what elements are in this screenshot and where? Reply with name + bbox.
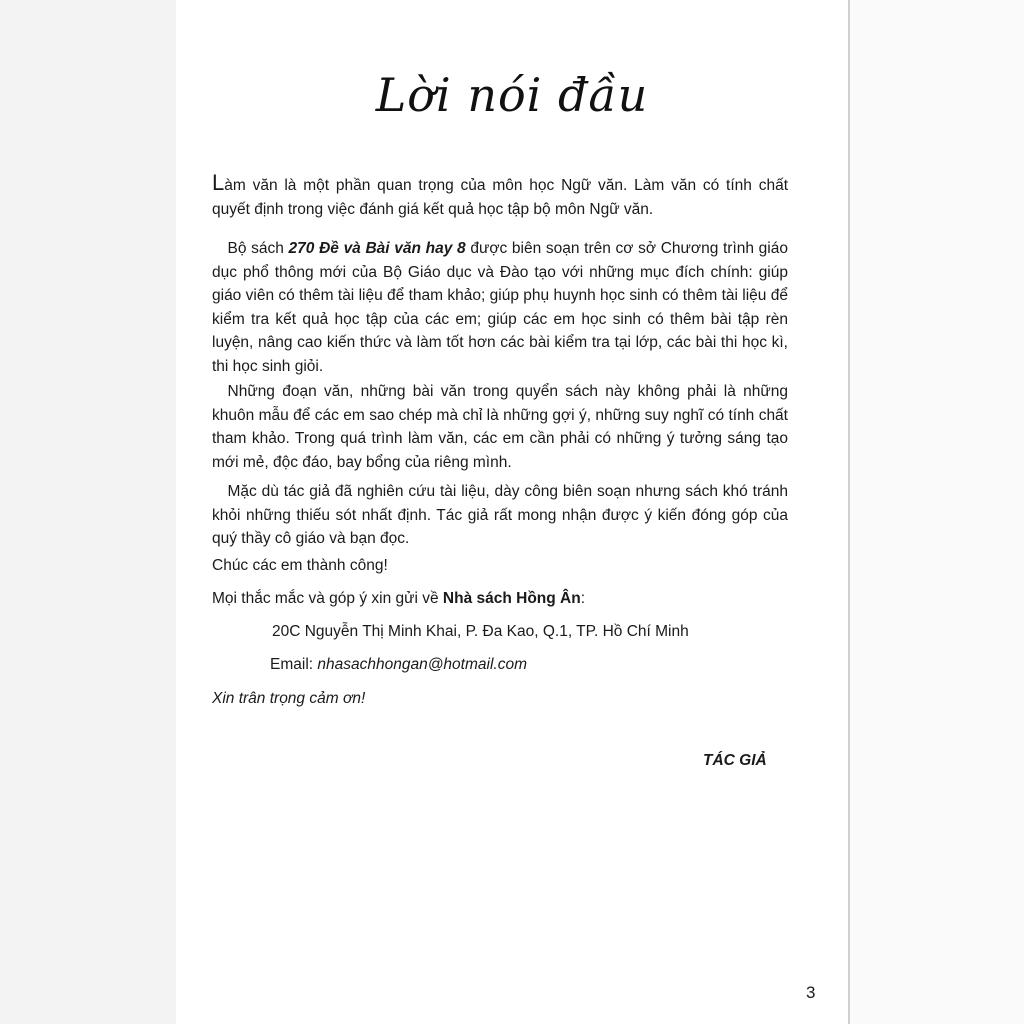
wish-line: Chúc các em thành công! [212,557,388,574]
paragraph-4 [212,480,788,551]
paragraph-2-text: được biên soạn trên cơ sở Chương trình giáo dục phổ thông mới của Bộ Giáo dục và Đào tạo với những mục đích chính: giúp giáo viên có thêm tài liệu để tham khảo; giúp phụ huynh học sinh có thêm tài liệu để kiểm tra kết quả học tập của các em; giúp các em học sinh có thêm bài tập rèn luyện, nâng cao kiến thức và làm tốt hơn các bài kiểm tra tại lớp, các bài thi học kì, thi học sinh giỏi. [212,240,788,375]
scan-left-margin [0,0,176,1024]
publisher-name: Nhà sách Hồng Ân [442,590,581,607]
page-title: Lời nói đầu [375,68,649,122]
page-edge [848,0,850,1024]
paragraph-1-text: àm văn là một phần quan trọng của môn học Ngữ văn. Làm văn có tính chất quyết định trong việc đánh giá kết quả học tập bộ môn Ngữ văn. [212,177,788,218]
page-number: 3 [806,983,816,1002]
email-line [270,656,527,674]
contact-line [212,590,585,608]
paragraph-3 [212,380,788,474]
contact-colon: : [580,590,586,607]
dropcap-letter: L [212,170,225,195]
paragraph-3-text: Những đoạn văn, những bài văn trong quyển sách này không phải là những khuôn mẫu để các em sao chép mà chỉ là những gợi ý, những suy nghĩ có tính chất tham khảo. Trong quá trình làm văn, các em cần phải có những ý tưởng sáng tạo mới mẻ, độc đáo, bay bổng của riêng mình. [212,383,788,471]
paragraph-1 [212,171,788,221]
email-address: nhasachhongan@hotmail.com [317,656,527,673]
scan-right-margin [850,0,1024,1024]
email-label: Email: [270,656,318,673]
paragraph-4-text: Mặc dù tác giả đã nghiên cứu tài liệu, dày công biên soạn nhưng sách khó tránh khỏi những thiếu sót nhất định. Tác giả rất mong nhận được ý kiến đóng góp của quý thầy cô giáo và bạn đọc. [212,483,788,547]
book-title: 270 Đề và Bài văn hay 8 [288,240,466,257]
author-signature: TÁC GIẢ [703,752,767,769]
paragraph-2 [212,237,788,378]
thanks-line: Xin trân trọng cảm ơn! [212,690,366,707]
address-line: 20C Nguyễn Thị Minh Khai, P. Đa Kao, Q.1, TP. Hồ Chí Minh [272,623,689,640]
paragraph-2-intro: Bộ sách [227,240,289,257]
contact-intro: Mọi thắc mắc và góp ý xin gửi về [212,590,443,607]
